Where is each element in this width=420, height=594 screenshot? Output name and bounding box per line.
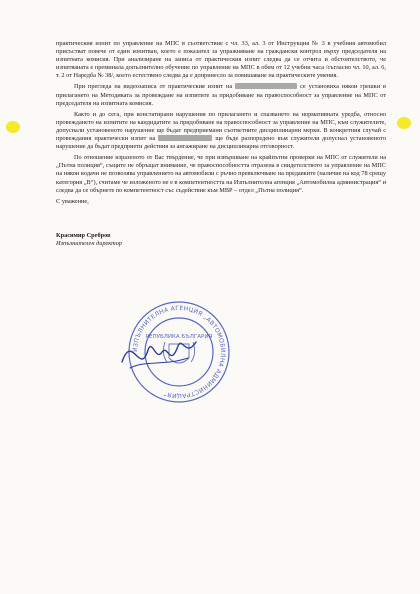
closing-line: С уважение, <box>56 197 89 205</box>
highlight-mark-left <box>6 121 20 133</box>
paragraph-1: практическия изпит по управление на МПС в съответствие с чл. 33, ал. 3 от Инструкция № 3 в учебния автомобил присъстват повече от един изпитван, което е показател за упражняване на граждански контрол върху председателя на изпитната комисия. При анализиране на записа от практическия изпит следва да се отчита и обстоятелството, че изпитваната е преминала допълнително обучение по управление на МПС в обем от 12 учебни часа /съгласно чл. 10, ал. 6, т. 2 от Наредба № 38/, което естествено следва да е допринесло за повишаване на практическите умения. <box>56 40 386 80</box>
signer-title: Изпълнителен директор <box>56 239 123 247</box>
signature-block <box>56 232 386 248</box>
letter-body <box>56 40 386 248</box>
stamp-center-text: РЕПУБЛИКА БЪЛГАРИЯ <box>145 334 213 340</box>
paragraph-4: По отношение изразеното от Вас твърдение, че при извършване на крайпътни проверки на МПС от служители на „Пътна полиция“, същите не обръщат внимание, че правоспособността отразена в свидетелството за управление на МПС на някои водачи не позволява управлението на автомобили с ръчно превключване на предавките (наличие на код 78 срещу категория „В“), считаме че изложеното не е в компетентността на Изпълнителна агенция „Автомобилна администрация“ и следва да се обърнете по компетентност със съдействие към МВР – отдел „Пътна полиция“. <box>56 154 386 194</box>
paragraph-3 <box>56 111 386 151</box>
paragraph-2-end: се установиха някои грешки в прилагането на Методиката за провеждане на изпитите за придобиване на правоспособност за управление на МПС от председателя на изпитната комисия. <box>56 83 386 107</box>
highlight-mark-right <box>397 117 411 129</box>
redacted-name <box>235 83 297 89</box>
paragraph-2 <box>56 83 386 107</box>
signer-name: Красимир Сребров <box>56 231 111 239</box>
paragraph-3-start: Както и до сега, при констатирани нарушения по прилагането и спазването на нормативната уредба, относно провеждането на изпитите на кандидатите за придобиване на правоспособност за управление на МПС, към служителите, допуснали установеното нарушение ще бъдат предприемани съответните дисциплинарни мерки. В конкретния случай с провеждания практически изпит на <box>56 110 386 143</box>
paragraph-2-start: При прегледа на видеозаписа от практическия изпит на <box>74 83 233 91</box>
handwritten-signature <box>112 322 202 382</box>
redacted-name <box>158 135 212 141</box>
stamp-outer-text: ИЗПЪЛНИТЕЛНА АГЕНЦИЯ „АВТОМОБИЛНА АДМИНИСТРАЦИЯ“ <box>131 304 227 400</box>
paragraph-3-end: ще бъде разпоредено към служителя допуснал установеното нарушение да бъдат предприети действия за ангажиране на дисциплинарна отговорност. <box>56 135 387 151</box>
